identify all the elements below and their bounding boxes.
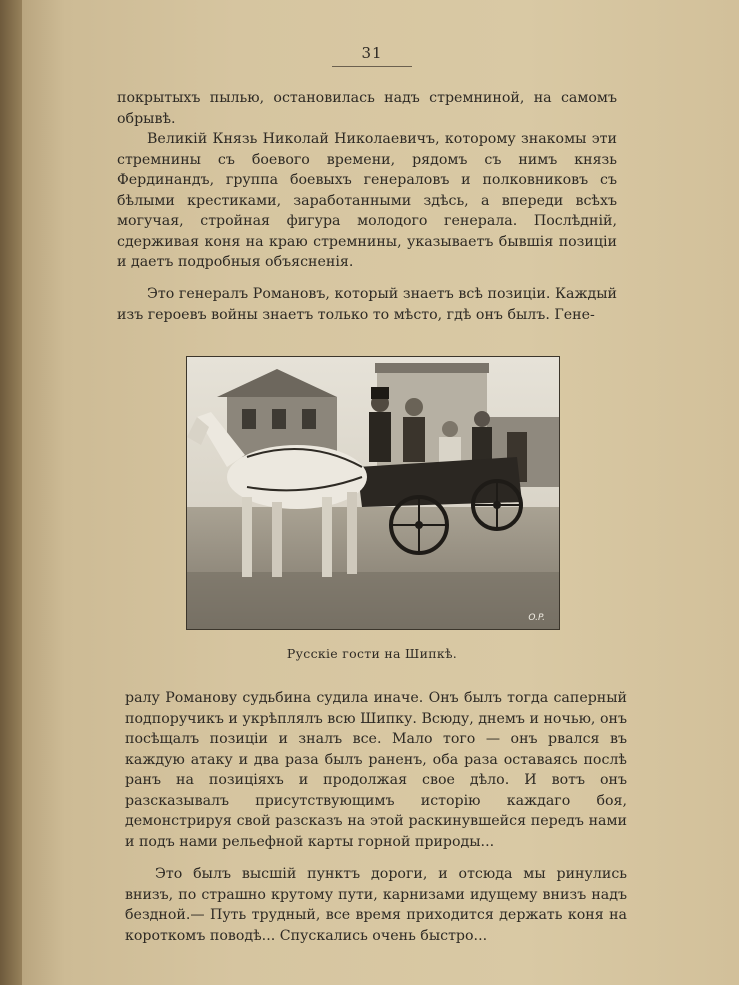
- paragraph-continued: покрытыхъ пылью, остановилась надъ стремниной, на самомъ обрывѣ.: [117, 90, 617, 127]
- carriage-illustration: [187, 357, 559, 629]
- paragraph-grand-duke: Великій Князь Николай Николаевичъ, которому знакомы эти стремнины съ боевого времени, рядомъ съ нимъ князь Фердинандъ, группа боевыхъ генераловъ и полковниковъ съ бѣлыми крестиками, заработанными здѣсь, а впереди всѣхъ могучая, стройная фигура молодого генерала. Послѣдній, сдерживая коня на краю стремнины, указываетъ бывшія позиціи и даетъ подробныя объясненія.: [117, 131, 617, 270]
- book-page: [22, 0, 739, 985]
- page-number: 31: [361, 44, 383, 62]
- photo-caption: Русскіе гости на Шипкѣ.: [286, 646, 458, 661]
- page-number-rule: [332, 66, 412, 67]
- photograph-carriage: [186, 356, 560, 630]
- paragraph-descent: Это былъ высшій пунктъ дороги, и отсюда мы ринулись внизъ, по страшно крутому пути, карнизами идущему внизъ надъ бездной.— Путь трудный, все время приходится держать коня на короткомъ поводѣ... Спускались очень быстро...: [125, 866, 627, 944]
- paragraph-romanov: Это генералъ Романовъ, который знаетъ всѣ позиціи. Каждый изъ героевъ войны знаетъ только то мѣсто, гдѣ онъ былъ. Гене-: [117, 286, 617, 323]
- photo-signature: O.P.: [528, 613, 545, 623]
- paragraph-romanov-continued: ралу Романову судьбина судила иначе. Онъ былъ тогда саперный подпоручикъ и укрѣплялъ всю Шипку. Всюду, днемъ и ночью, онъ посѣщалъ позиціи и зналъ все. Мало того — онъ рвался въ каждую атаку и два раза былъ раненъ, оба раза оставаясь послѣ ранъ на позиціяхъ и продолжая свое дѣло. И вотъ онъ разсказывалъ присутствующимъ исторію каждаго боя, демонстрируя свой разсказъ на этой раскинувшейся передъ нами и подъ нами рельефной карты горной природы...: [125, 690, 627, 850]
